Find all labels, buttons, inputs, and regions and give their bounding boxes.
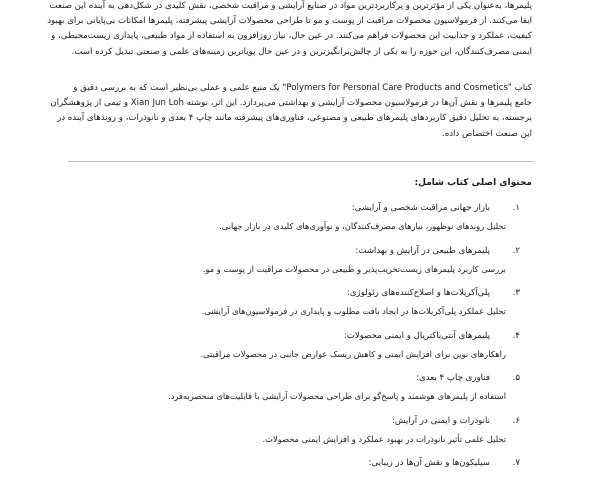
contents-list — [70, 203, 520, 501]
intro-line: ایمنی مصرف‌کنندگان، این حوزه را به یکی از چالش‌برانگیزترین و در عین حال پویاترین زمینه‌های علمی و صنعتی تبدیل کرده است. — [71, 46, 532, 57]
item-title: فناوری چاپ ۴ بعدی: — [416, 373, 490, 383]
item-title: بازار جهانی مراقبت شخصی و آرایشی: — [351, 203, 490, 213]
item-description: استفاده از پلیمرهای هوشمند و پاسخ‌گو برای طراحی محصولات آرایشی با قابلیت‌های منحصربه‌فرد. — [168, 391, 506, 401]
intro-line: ایفا می‌کنند. از فرمولاسیون محصولات مراقبت از پوست و مو تا طراحی محصولات آرایشی پیشرفته، پلیمرها امکانات بی‌پایانی برای بهبود — [47, 16, 532, 27]
list-item — [70, 246, 520, 289]
intro-paragraph — [47, 0, 532, 60]
list-item — [70, 458, 520, 501]
item-description: تحلیل عملکرد پلی‌آکریلات‌ها در ایجاد بافت مطلوب و پایداری در فرمولاسیون‌های آرایشی. — [201, 306, 506, 316]
list-item — [70, 203, 520, 246]
item-description: راهکارهای نوین برای افزایش ایمنی و کاهش ریسک عوارض جانبی در محصولات مراقبتی. — [200, 348, 506, 359]
item-number: ۶. — [512, 415, 520, 426]
book-intro-line: جامع پلیمرها و نقش آن‌ها در فرمولاسیون محصولات آرایشی و بهداشتی می‌پردازد. این اثر، نوشته Xian Jun Loh و تیمی از پژوهشگران — [50, 98, 532, 109]
contents-heading: محتوای اصلی کتاب شامل: — [414, 178, 532, 188]
item-number: ۴. — [512, 330, 520, 341]
intro-line: پلیمرها، به‌عنوان یکی از مؤثرترین و پرکاربردترین مواد در صنایع آرایشی و مراقبت شخصی، نقش کلیدی در شکل‌دهی به آینده این صنعت — [49, 1, 532, 11]
item-title: نانوذرات و ایمنی در آرایش: — [391, 415, 490, 426]
item-number: ۲. — [512, 245, 520, 256]
book-intro-line: کتاب "Polymers for Personal Care Products and Cosmetics" یک منبع علمی و عملی بی‌نظیر است که به بررسی دقیق و — [73, 83, 532, 93]
section-divider — [68, 161, 534, 162]
list-item — [70, 416, 520, 459]
intro-line: کیفیت، عملکرد و جذابیت این محصولات فراهم می‌کنند. در عین حال، نیاز روزافزون به استفاده از مواد طبیعی، پایداری زیست‌محیطی، و — [51, 31, 532, 42]
item-title: پلی‌آکریلات‌ها و اصلاح‌کننده‌های رئولوژی: — [346, 288, 490, 298]
list-item — [70, 373, 520, 416]
book-intro-line: برجسته، به تحلیل دقیق کاربردهای پلیمرهای طبیعی و مصنوعی، فناوری‌های پیشرفته مانند چاپ ۴ بعدی و نانوذرات، و روندهای آینده در — [57, 113, 532, 124]
item-title: پلیمرهای آنتی‌باکتریال و ایمنی محصولات: — [343, 330, 490, 341]
list-item — [70, 288, 520, 331]
item-title: سیلیکون‌ها و نقش آن‌ها در زیبایی: — [368, 458, 490, 468]
item-number: ۳. — [512, 288, 520, 298]
item-description: بررسی کاربرد پلیمرهای زیست‌تخریب‌پذیر و طبیعی در محصولات مراقبت از پوست و مو. — [202, 263, 506, 274]
item-number: ۷. — [512, 458, 520, 468]
item-title: پلیمرهای طبیعی در آرایش و بهداشت: — [355, 245, 490, 256]
book-intro-line: این صنعت اختصاص داده. — [441, 128, 532, 139]
item-number: ۱. — [512, 203, 520, 213]
book-intro-paragraph — [50, 81, 532, 142]
item-description: تحلیل علمی تأثیر نانوذرات در بهبود عملکرد و افزایش ایمنی محصولات. — [262, 433, 506, 444]
list-item — [70, 331, 520, 374]
item-description: تحلیل روندهای نوظهور، نیازهای مصرف‌کنندگان، و نوآوری‌های کلیدی در بازار جهانی. — [219, 221, 506, 231]
item-number: ۵. — [512, 373, 520, 383]
